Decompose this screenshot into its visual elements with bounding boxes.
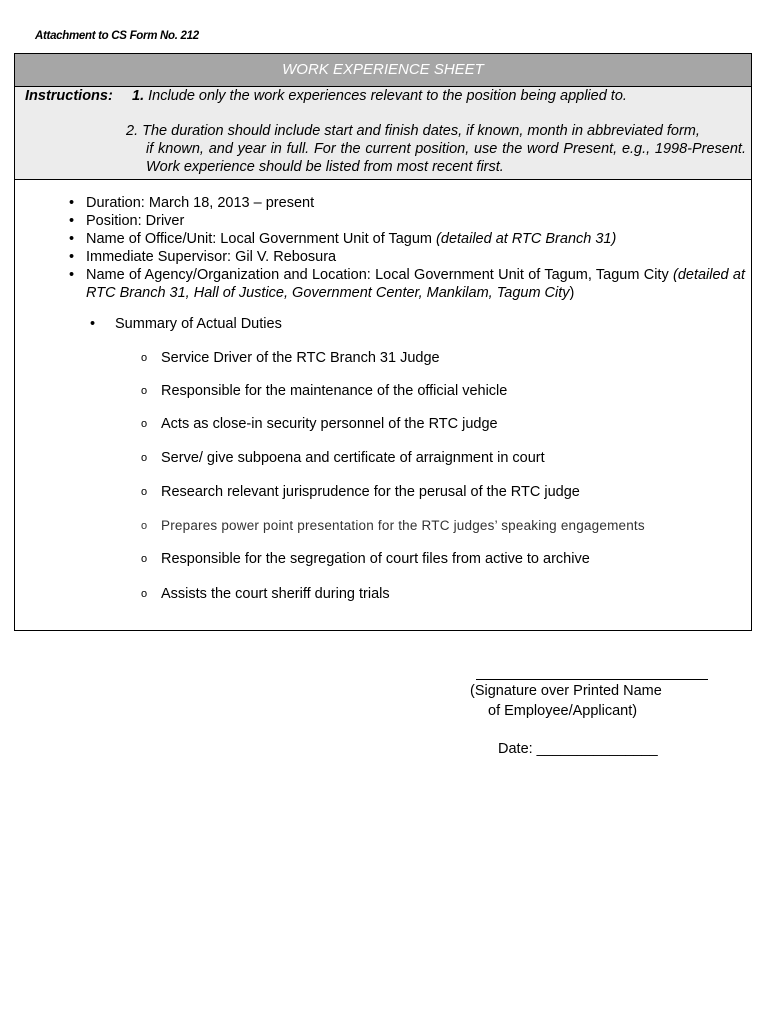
duty-bullet: o bbox=[141, 352, 148, 364]
signature-caption-line2: of Employee/Applicant) bbox=[488, 703, 638, 719]
duty-item bbox=[141, 518, 645, 533]
duty-item bbox=[141, 484, 580, 500]
instruction-1-text: Include only the work experiences relevant to the position being applied to. bbox=[148, 88, 627, 104]
duty-bullet: o bbox=[141, 385, 148, 397]
sheet-title: WORK EXPERIENCE SHEET bbox=[15, 54, 751, 87]
duty-text: Responsible for the maintenance of the official vehicle bbox=[161, 383, 508, 399]
duty-text: Service Driver of the RTC Branch 31 Judge bbox=[161, 350, 440, 366]
duty-item bbox=[141, 551, 590, 567]
position-item: • Position: Driver bbox=[69, 212, 745, 230]
duty-bullet: o bbox=[141, 486, 148, 498]
duty-item bbox=[141, 416, 498, 432]
duty-item bbox=[141, 350, 440, 366]
office-note: (detailed at RTC Branch 31) bbox=[436, 231, 617, 247]
form-attachment-label: Attachment to CS Form No. 212 bbox=[35, 30, 199, 42]
agency-note: (detailed at RTC Branch 31, Hall of Justice, Government Center, Mankilam, Tagum City bbox=[86, 267, 746, 301]
duty-bullet: o bbox=[141, 588, 148, 600]
duty-bullet: o bbox=[141, 553, 148, 565]
agency-text: Name of Agency/Organization and Location: Local Government Unit of Tagum, Tagum City bbox=[86, 267, 669, 283]
office-text: Name of Office/Unit: Local Government Unit of Tagum bbox=[86, 231, 433, 247]
date-field: Date: _______________ bbox=[498, 741, 658, 757]
duty-bullet: o bbox=[141, 452, 148, 464]
agency-close-paren: ) bbox=[569, 285, 575, 301]
duty-text: Acts as close-in security personnel of the RTC judge bbox=[161, 416, 498, 432]
instruction-1-number: 1. bbox=[132, 88, 145, 104]
signature-line bbox=[476, 679, 708, 680]
office-item bbox=[69, 230, 745, 248]
duty-bullet: o bbox=[141, 520, 148, 532]
duration-item: • Duration: March 18, 2013 – present bbox=[69, 194, 745, 212]
duty-text: Prepares power point presentation for the RTC judges’ speaking engagements bbox=[161, 518, 645, 533]
agency-item bbox=[69, 266, 745, 302]
supervisor-item: • Immediate Supervisor: Gil V. Rebosura bbox=[69, 248, 745, 266]
duty-item bbox=[141, 450, 545, 466]
instruction-2 bbox=[126, 122, 746, 176]
duty-text: Assists the court sheriff during trials bbox=[161, 586, 390, 602]
duty-text: Responsible for the segregation of court files from active to archive bbox=[161, 551, 590, 567]
instructions-label: Instructions: bbox=[25, 88, 113, 104]
duty-item bbox=[141, 586, 390, 602]
instructions-section bbox=[15, 87, 751, 180]
duty-bullet: o bbox=[141, 418, 148, 430]
details-list bbox=[69, 194, 745, 302]
duty-text: Serve/ give subpoena and certificate of arraignment in court bbox=[161, 450, 545, 466]
duty-text: Research relevant jurisprudence for the perusal of the RTC judge bbox=[161, 484, 580, 500]
instruction-2-line1: 2. The duration should include start and finish dates, if known, month in abbreviated form, bbox=[126, 123, 700, 139]
summary-of-duties-label: • Summary of Actual Duties bbox=[90, 316, 282, 332]
duty-item bbox=[141, 383, 507, 399]
work-experience-form bbox=[14, 53, 752, 631]
instruction-1 bbox=[132, 88, 627, 104]
signature-caption-line1: (Signature over Printed Name bbox=[470, 683, 662, 699]
instruction-2-continued: if known, and year in full. For the current position, use the word Present, e.g., 1998-Present. Work experience should be listed from most recent first. bbox=[146, 141, 746, 175]
